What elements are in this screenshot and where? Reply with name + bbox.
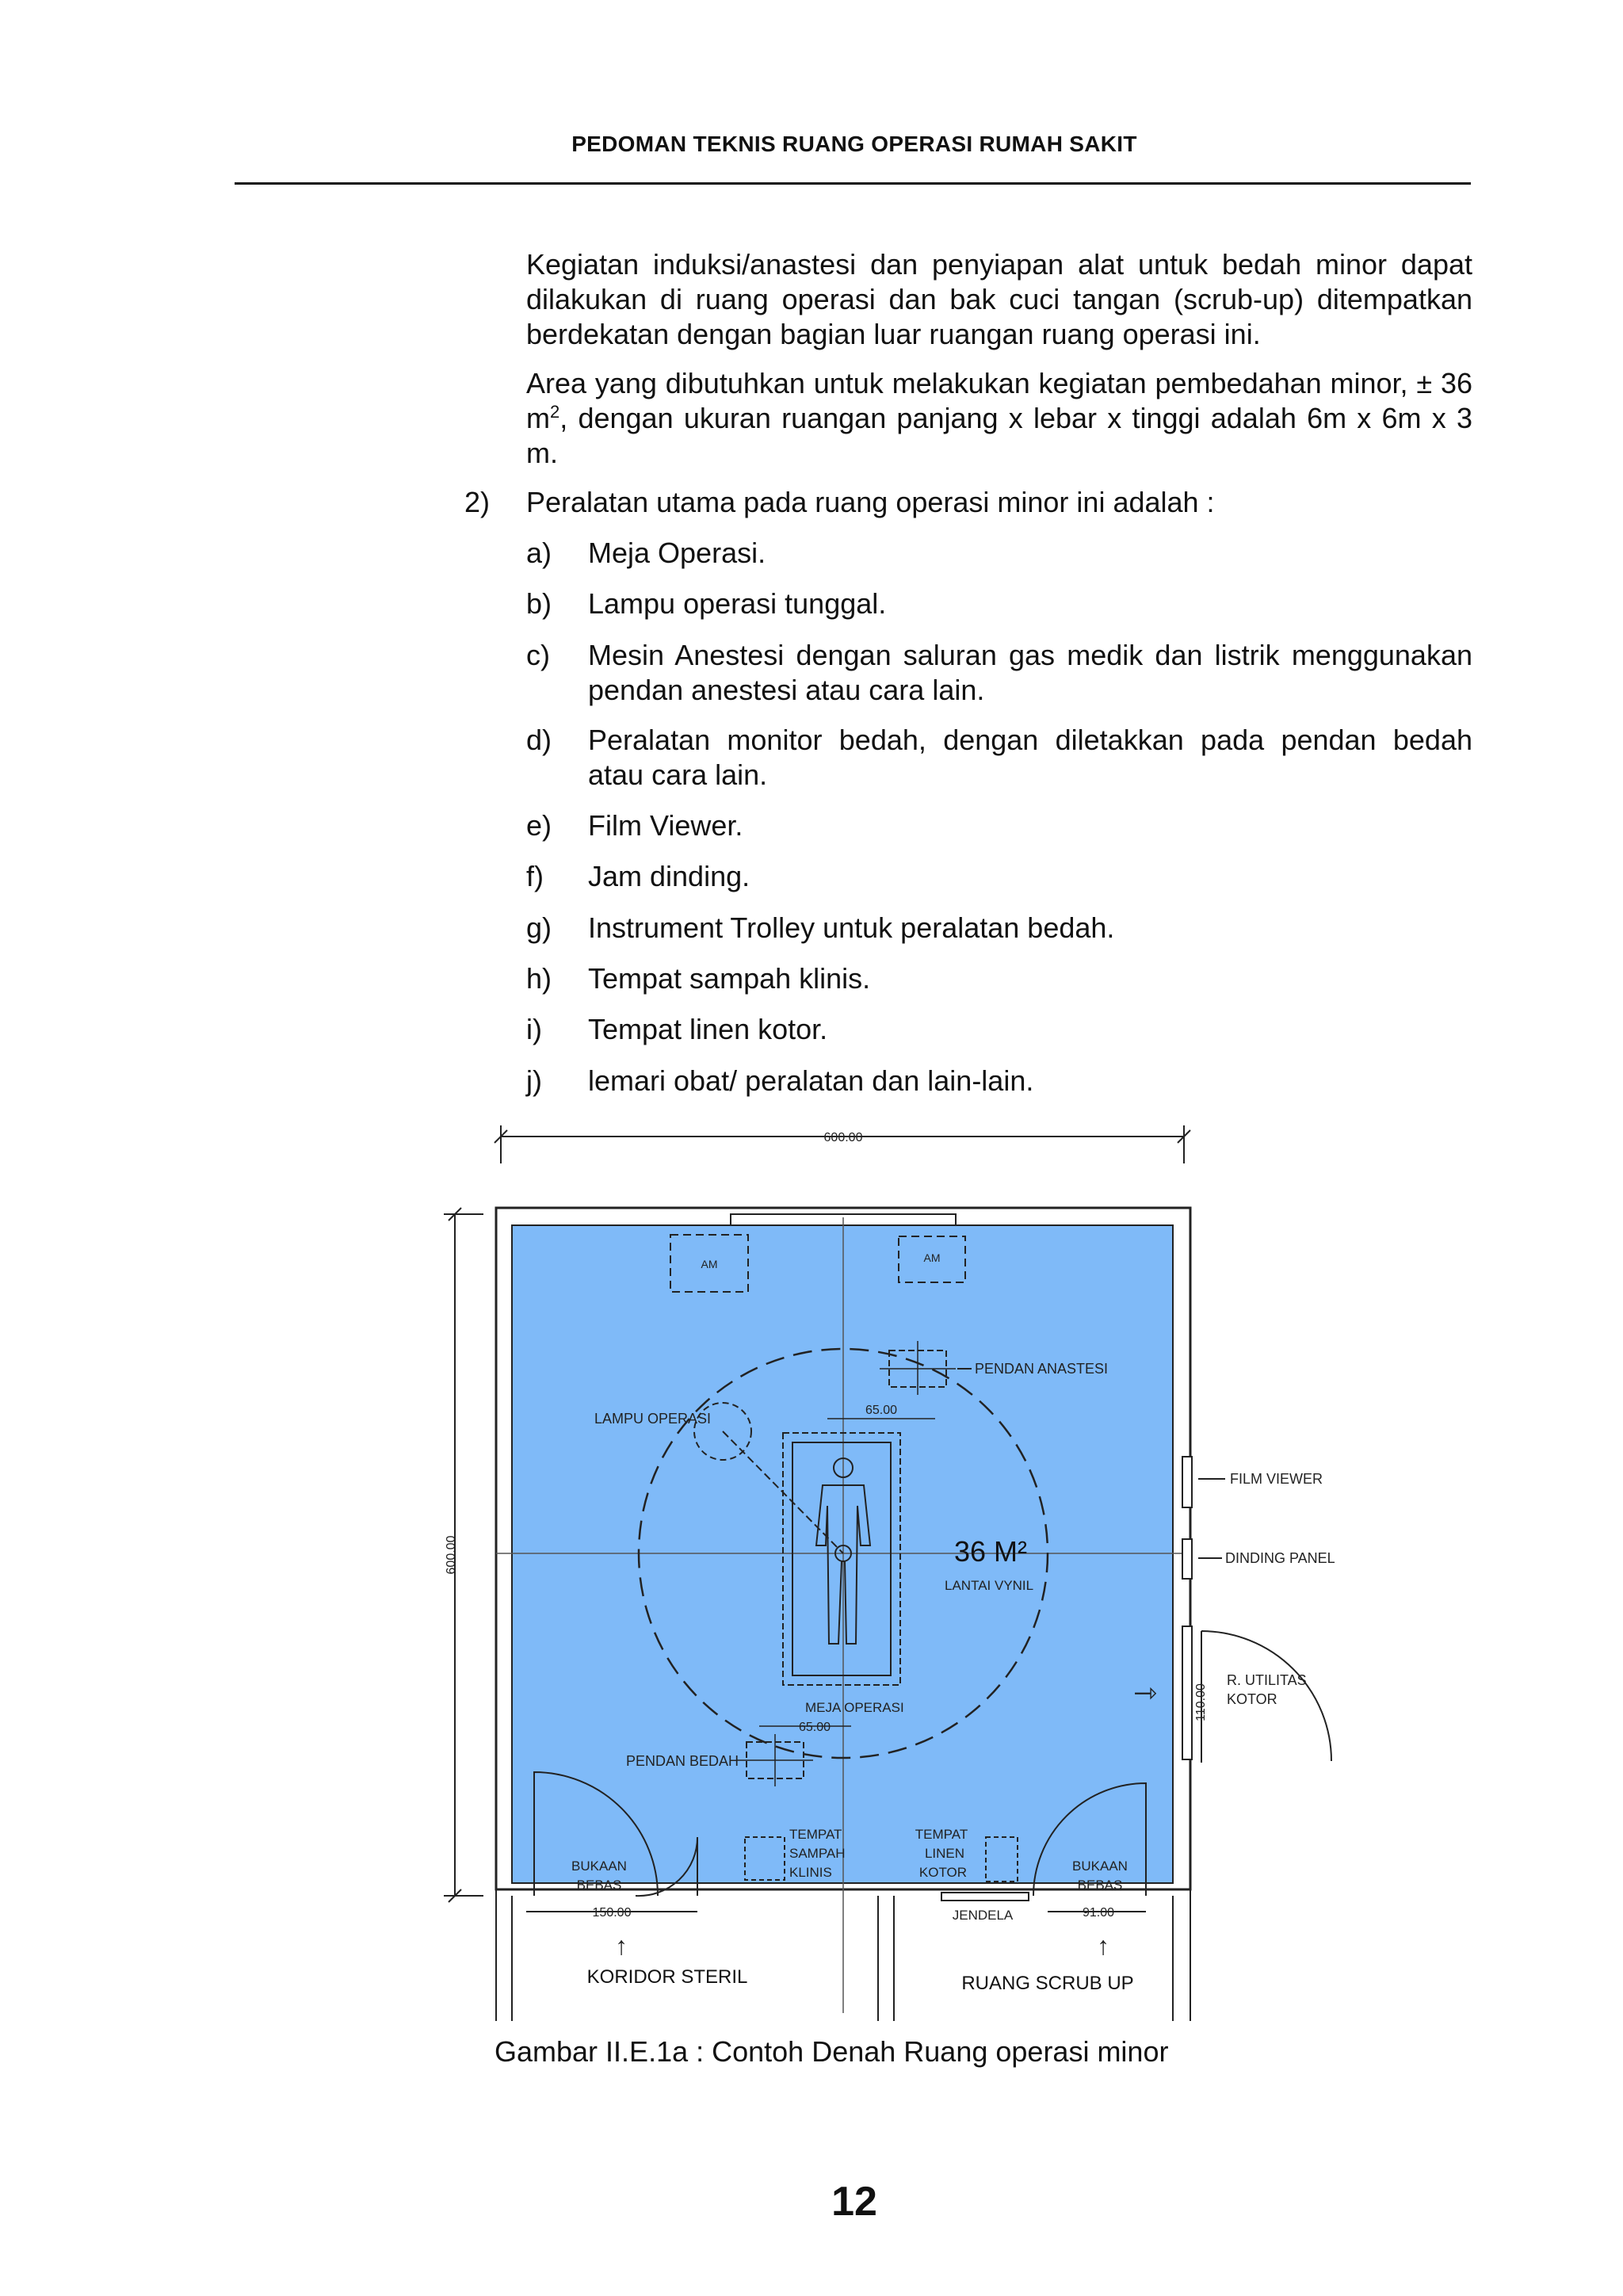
dimension-label: 600.00 xyxy=(445,1535,458,1575)
tempat-sampah-label: SAMPAH xyxy=(789,1846,846,1861)
subitem-text: Jam dinding. xyxy=(588,860,750,892)
bukaan-label: BEBAS xyxy=(576,1878,622,1893)
area-label: 36 M² xyxy=(954,1535,1028,1568)
subitem-text: Meja Operasi. xyxy=(588,537,766,569)
door-arrow-icon: ⇾ xyxy=(1133,1676,1158,1709)
bukaan-label: BUKAAN xyxy=(571,1859,627,1874)
dimension-label: 110.00 xyxy=(1194,1683,1208,1721)
pendan-anastesi-label: PENDAN ANASTESI xyxy=(975,1361,1109,1377)
scrub-label: RUANG SCRUB UP xyxy=(961,1973,1134,1994)
page-number: 12 xyxy=(831,2179,877,2225)
film-viewer-label: FILM VIEWER xyxy=(1230,1471,1323,1487)
area-text-1: Area yang dibutuhkan untuk melakukan kegiatan pembedahan minor, ± 36 m xyxy=(526,367,1472,434)
r-utilitas-label: KOTOR xyxy=(1227,1691,1277,1707)
subitem-text: lemari obat/ peralatan dan lain-lain. xyxy=(588,1064,1034,1097)
dimension-label: 65.00 xyxy=(798,1721,831,1734)
item-number-2: 2) xyxy=(464,486,491,518)
tempat-linen-label: TEMPAT xyxy=(915,1827,968,1842)
subitem-label: c) xyxy=(526,639,550,671)
subitem-label: d) xyxy=(526,724,552,756)
tempat-linen-label: KOTOR xyxy=(918,1865,968,1880)
arrow-up-icon: ↑ xyxy=(615,1931,628,1960)
bukaan-label: BEBAS xyxy=(1077,1878,1123,1893)
lampu-operasi-label: LAMPU OPERASI xyxy=(594,1411,712,1427)
dinding-panel-label: DINDING PANEL xyxy=(1225,1550,1335,1566)
subitem-label: a) xyxy=(526,537,552,569)
subitem-label: h) xyxy=(526,962,552,995)
am-label: AM xyxy=(923,1251,941,1264)
am-label: AM xyxy=(701,1258,718,1270)
r-utilitas-label: R. UTILITAS xyxy=(1227,1672,1307,1688)
arrow-up-icon: ↑ xyxy=(1097,1931,1109,1960)
operating-room-floor xyxy=(512,1225,1173,1883)
jendela-label: JENDELA xyxy=(952,1908,1014,1923)
subitem-text: Tempat sampah klinis. xyxy=(588,962,871,995)
subitem-text: Peralatan monitor bedah, dengan diletakkan pada pendan bedah atau cara lain. xyxy=(588,724,1472,791)
subitem-text: Mesin Anestesi dengan saluran gas medik dan listrik menggunakan pendan anestesi atau cara lain. xyxy=(588,639,1472,706)
area-text-2: , dengan ukuran ruangan panjang x lebar x tinggi adalah 6m x 6m x 3 m. xyxy=(526,402,1472,469)
figure-caption: Gambar II.E.1a : Contoh Denah Ruang operasi minor xyxy=(495,2035,1169,2068)
running-header: PEDOMAN TEKNIS RUANG OPERASI RUMAH SAKIT xyxy=(571,132,1137,156)
subitem-label: g) xyxy=(526,911,552,944)
subitem-text: Tempat linen kotor. xyxy=(588,1013,828,1045)
item-text-2: Peralatan utama pada ruang operasi minor ini adalah : xyxy=(526,486,1215,518)
meja-operasi-label: MEJA OPERASI xyxy=(805,1700,904,1715)
area-superscript: 2 xyxy=(550,402,560,422)
pendan-bedah-label: PENDAN BEDAH xyxy=(626,1753,739,1769)
bukaan-label: BUKAAN xyxy=(1072,1859,1128,1874)
dimension-label: 91.00 xyxy=(1082,1906,1115,1920)
tempat-sampah-label: KLINIS xyxy=(789,1865,832,1880)
subitem-text: Film Viewer. xyxy=(588,809,743,842)
tempat-linen-label: LINEN xyxy=(924,1846,965,1861)
koridor-label: KORIDOR STERIL xyxy=(586,1966,748,1988)
subitem-label: i) xyxy=(526,1013,542,1045)
subitem-text: Lampu operasi tunggal. xyxy=(588,587,887,620)
subitem-label: e) xyxy=(526,809,552,842)
subitem-label: b) xyxy=(526,587,552,620)
tempat-sampah-label: TEMPAT xyxy=(789,1827,842,1842)
lantai-label: LANTAI VYNIL xyxy=(945,1578,1034,1593)
paragraph-induction: Kegiatan induksi/anastesi dan penyiapan alat untuk bedah minor dapat dilakukan di ruang operasi dan bak cuci tangan (scrub-up) ditempatkan berdekatan dengan bagian luar ruangan ruang operasi ini. xyxy=(526,248,1472,350)
subitem-text: Instrument Trolley untuk peralatan bedah. xyxy=(588,911,1115,944)
subitem-label: j) xyxy=(526,1064,542,1097)
dimension-label: 65.00 xyxy=(865,1404,898,1417)
subitem-label: f) xyxy=(526,860,544,892)
dimension-label: 150.00 xyxy=(592,1906,632,1920)
dimension-label: 600.00 xyxy=(823,1131,863,1144)
